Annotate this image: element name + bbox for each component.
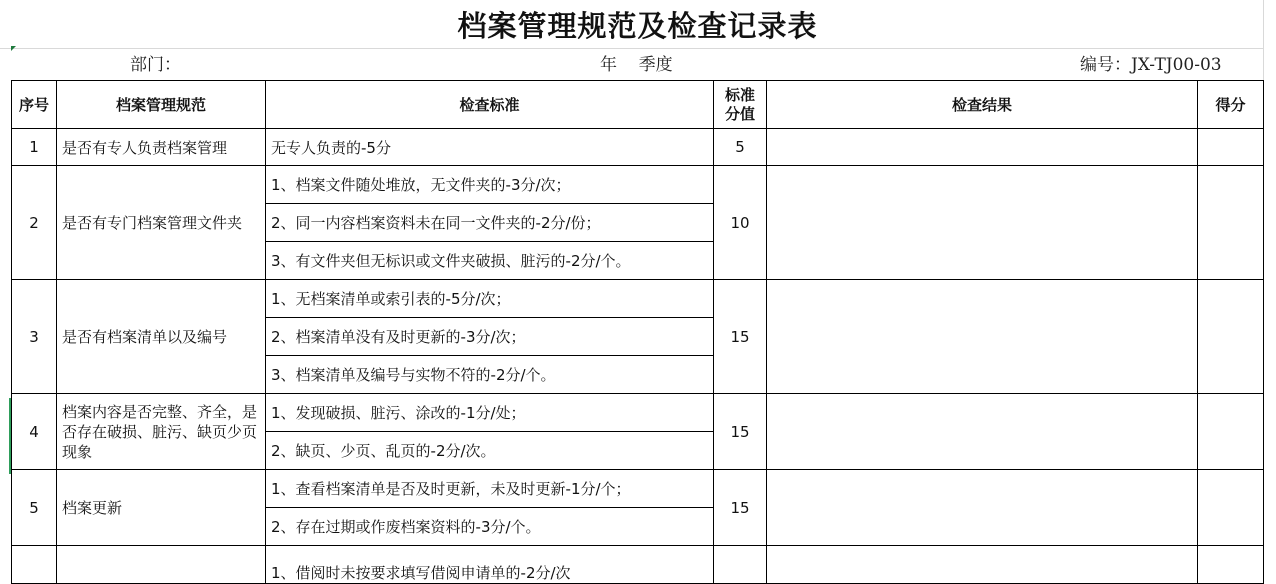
cell-points[interactable] xyxy=(1198,546,1264,584)
cell-points[interactable] xyxy=(1198,394,1264,470)
cell-result[interactable] xyxy=(767,166,1198,280)
cell-criteria[interactable]: 1、发现破损、脏污、涂改的-1分/处； xyxy=(266,394,714,432)
period-label: 年 季度 xyxy=(600,55,673,75)
table-row xyxy=(12,546,1264,584)
col-header-spec[interactable]: 档案管理规范 xyxy=(57,81,266,129)
cell-spec[interactable]: 是否有专人负责档案管理 xyxy=(57,129,266,166)
cell-no[interactable]: 3 xyxy=(12,280,57,394)
cell-spec[interactable]: 档案内容是否完整、齐全，是否存在破损、脏污、缺页少页现象 xyxy=(57,394,266,470)
cell-score[interactable]: 5 xyxy=(714,129,767,166)
col-header-no[interactable]: 序号 xyxy=(12,81,57,129)
cell-criteria[interactable]: 3、有文件夹但无标识或文件夹破损、脏污的-2分/个。 xyxy=(266,242,714,280)
table-row xyxy=(12,394,1264,432)
cell-criteria[interactable]: 1、档案文件随处堆放，无文件夹的-3分/次； xyxy=(266,166,714,204)
cell-spec[interactable] xyxy=(57,546,266,584)
cell-selection-marker xyxy=(11,46,16,51)
cell-spec[interactable]: 档案更新 xyxy=(57,470,266,546)
cell-criteria[interactable]: 1、借阅时未按要求填写借阅申请单的-2分/次 xyxy=(266,546,714,584)
cell-criteria[interactable]: 3、档案清单及编号与实物不符的-2分/个。 xyxy=(266,356,714,394)
cell-points[interactable] xyxy=(1198,129,1264,166)
cell-score[interactable]: 15 xyxy=(714,280,767,394)
inspection-table xyxy=(11,80,1264,584)
cell-criteria[interactable]: 1、无档案清单或索引表的-5分/次； xyxy=(266,280,714,318)
col-header-points[interactable]: 得分 xyxy=(1198,81,1264,129)
table-row xyxy=(12,470,1264,508)
cell-result[interactable] xyxy=(767,280,1198,394)
col-header-standard-score-line2: 分值 xyxy=(724,104,755,123)
cell-criteria[interactable]: 2、档案清单没有及时更新的-3分/次； xyxy=(266,318,714,356)
form-code: 编号：JX-TJ00-03 xyxy=(1080,55,1222,75)
cell-result[interactable] xyxy=(767,546,1198,584)
department-label: 部门： xyxy=(130,55,181,75)
table-row xyxy=(12,129,1264,166)
cell-criteria[interactable]: 2、缺页、少页、乱页的-2分/次。 xyxy=(266,432,714,470)
cell-no[interactable] xyxy=(12,546,57,584)
table-row xyxy=(12,280,1264,318)
col-header-criteria[interactable]: 检查标准 xyxy=(266,81,714,129)
cell-criteria[interactable]: 无专人负责的-5分 xyxy=(266,129,714,166)
cell-spec[interactable]: 是否有档案清单以及编号 xyxy=(57,280,266,394)
cell-score[interactable] xyxy=(714,546,767,584)
cell-points[interactable] xyxy=(1198,280,1264,394)
cell-no[interactable]: 1 xyxy=(12,129,57,166)
cell-no[interactable]: 4 xyxy=(12,394,57,470)
cell-result[interactable] xyxy=(767,470,1198,546)
cell-no[interactable]: 5 xyxy=(12,470,57,546)
sheet-title: 档案管理规范及检查记录表 xyxy=(0,0,1275,49)
cell-result[interactable] xyxy=(767,394,1198,470)
col-header-result[interactable]: 检查结果 xyxy=(767,81,1198,129)
cell-points[interactable] xyxy=(1198,166,1264,280)
col-header-standard-score[interactable] xyxy=(714,81,767,129)
cell-criteria[interactable]: 1、查看档案清单是否及时更新，未及时更新-1分/个； xyxy=(266,470,714,508)
cell-points[interactable] xyxy=(1198,470,1264,546)
cell-score[interactable]: 10 xyxy=(714,166,767,280)
cell-criteria[interactable]: 2、存在过期或作废档案资料的-3分/个。 xyxy=(266,508,714,546)
cell-score[interactable]: 15 xyxy=(714,394,767,470)
cell-no[interactable]: 2 xyxy=(12,166,57,280)
right-gridline-strip xyxy=(1263,0,1276,565)
col-header-standard-score-line1: 标准 xyxy=(724,85,755,104)
cell-result[interactable] xyxy=(767,129,1198,166)
table-row xyxy=(12,166,1264,204)
table-header-row xyxy=(12,81,1264,129)
cell-score[interactable]: 15 xyxy=(714,470,767,546)
cell-spec[interactable]: 是否有专门档案管理文件夹 xyxy=(57,166,266,280)
cell-criteria[interactable]: 2、同一内容档案资料未在同一文件夹的-2分/份； xyxy=(266,204,714,242)
